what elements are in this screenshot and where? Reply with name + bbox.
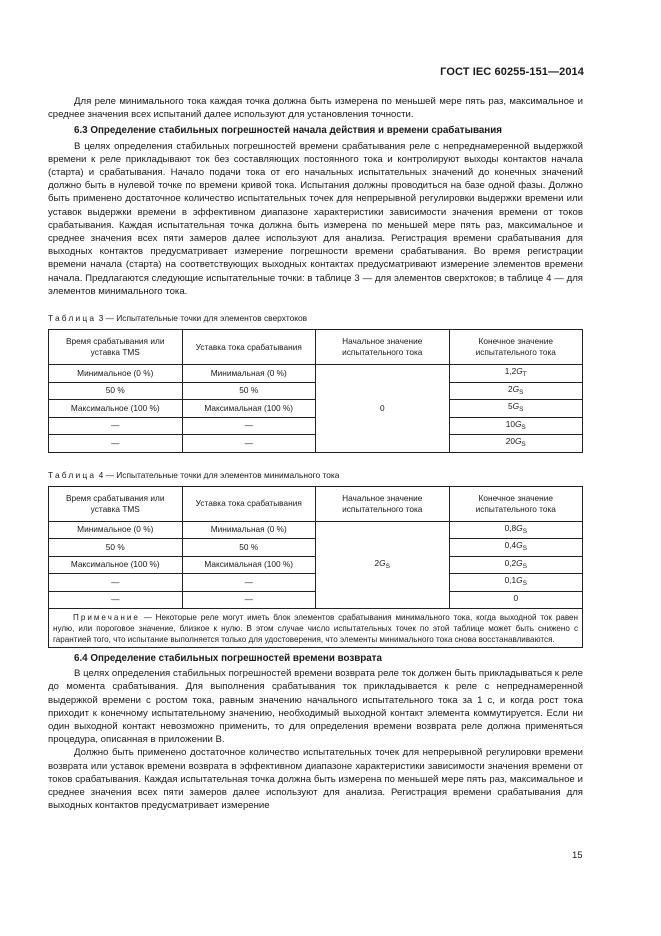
table-cell-final	[449, 539, 583, 557]
value-variable: G	[516, 540, 523, 551]
value-subscript: S	[385, 562, 390, 570]
table-4-caption	[48, 470, 583, 481]
table-cell-final	[449, 556, 583, 574]
table-cell: 50 %	[182, 382, 316, 400]
value-subscript: S	[521, 423, 526, 431]
table-cell: 50 %	[182, 539, 316, 557]
value-subscript: S	[522, 580, 527, 588]
table-cell: —	[49, 591, 183, 609]
table-cell: —	[49, 435, 183, 453]
value-variable: G	[514, 436, 522, 447]
table-3-caption-word: Таблица	[48, 313, 97, 324]
table-4-header-tms: Время срабатывания или уставка TMS	[49, 486, 183, 521]
table-cell: —	[182, 574, 316, 592]
value-variable: G	[516, 366, 523, 377]
value-number: 0,1	[504, 575, 517, 586]
table-cell: 50 %	[49, 382, 183, 400]
value-variable: G	[516, 522, 523, 533]
section-6-3-paragraph: В целях определения стабильных погрешностей времени срабатывания реле с непреднамеренной выдержкой времени к реле прикладывают ток без составляющих постоянного тока и контролируют выходы контактов начала (старта) и срабатывания. Начало подачи тока от его начальных испытательных значений до конечных значений должно быть в нулевой точке по времени кривой тока. Испытания должны проводиться на базе одной фазы. Должно быть применено достаточное количество испытательных точек для непрерывной регулировки выдержки времени или уставок выдержки времени в эффективном диапазоне характеристики зависимости значения времени от токов срабатывания. Каждая испытательная точка должна быть измерена по меньшей мере пять раз, максимальное и среднее значения всех пяти замеров далее используют для анализа. Регистрация времени срабатывания для выходных контактов предусматривает измерение погрешности времени срабатывания. Во время регистрации времени начала (старта) на соответствующих выходных контактах предусматривают измерение элементов времени начала. Предлагаются следующие испытательные точки: в таблице 3 — для элементов сверхтоков; в таблице 4 — для элементов минимального тока.	[48, 140, 583, 297]
table-4-header-row	[49, 486, 583, 521]
table-cell-final	[449, 365, 583, 383]
table-cell: Максимальная (100 %)	[182, 400, 316, 418]
table-cell: Минимальная (0 %)	[182, 521, 316, 539]
value-number: 2	[374, 557, 380, 568]
table-cell: Максимальное (100 %)	[49, 400, 183, 418]
table-3	[48, 329, 583, 453]
table-3-initial-value: 0	[316, 365, 450, 453]
table-cell: Минимальное (0 %)	[49, 521, 183, 539]
table-4-initial-value	[316, 521, 450, 609]
value-subscript: S	[522, 562, 527, 570]
section-6-4-paragraph-1: В целях определения стабильных погрешностей времени возврата реле ток должен быть прикладываться к реле до момента срабатывания. Для выполнения срабатывания ток прикладывается к реле с непреднамеренной выдержкой времени с ростом тока, равным значению начального испытательного тока за 1 с, и когда рост тока приходит к конечному испытательному значению, необходимый выходной контакт элемента коммутируется. Если ни один выходной контакт невозможно применить, то для определения времени возврата реле должна применяться процедура, описанная в приложении В.	[48, 668, 583, 746]
table-4-note	[49, 609, 583, 648]
page-content	[48, 95, 583, 812]
value-number: 0,2	[504, 557, 517, 568]
table-cell: —	[49, 417, 183, 435]
table-4-header-setting: Уставка тока срабатывания	[182, 486, 316, 521]
value-number: 0,8	[504, 522, 517, 533]
table-cell: Максимальное (100 %)	[49, 556, 183, 574]
table-3-header-row	[49, 330, 583, 365]
table-cell: 50 %	[49, 539, 183, 557]
value-variable: G	[514, 418, 522, 429]
document-header: ГОСТ IEC 60255-151—2014	[440, 66, 584, 78]
value-subscript: S	[522, 527, 527, 535]
value-number: 2	[508, 383, 513, 394]
table-cell: —	[182, 435, 316, 453]
table-3-header-tms: Время срабатывания или уставка TMS	[49, 330, 183, 365]
table-cell: Минимальная (0 %)	[182, 365, 316, 383]
value-subscript: S	[521, 441, 526, 449]
table-cell-final	[449, 591, 583, 609]
value-subscript: T	[522, 371, 527, 379]
table-4-header-final: Конечное значение испытательного тока	[449, 486, 583, 521]
value-number: 0	[513, 592, 519, 603]
value-subscript: S	[519, 388, 524, 396]
value-variable: G	[516, 575, 523, 586]
table-row	[49, 521, 583, 539]
table-row	[49, 365, 583, 383]
table-cell-final	[449, 521, 583, 539]
table-3-header-final: Конечное значение испытательного тока	[449, 330, 583, 365]
table-cell-final	[449, 400, 583, 418]
table-3-header-initial: Начальное значение испытательного тока	[316, 330, 450, 365]
table-cell-final	[449, 574, 583, 592]
value-variable: G	[516, 557, 523, 568]
value-variable: G	[512, 401, 520, 412]
table-cell: Максимальная (100 %)	[182, 556, 316, 574]
table-4-caption-word: Таблица	[48, 469, 97, 480]
note-text: — Некоторые реле могут иметь блок элементов срабатывания минимального тока, когда выходной ток равен нулю, или пороговое значение, близкое к нулю. В этом случае число испытательных точек по этой таблице может быть снижено с гарантией того, что испытание выполняется только для удостоверения, что элементы минимального тока снова восстанавливаются.	[53, 613, 579, 645]
value-number: 20	[505, 436, 515, 447]
table-cell-final	[449, 382, 583, 400]
note-label: Примечание	[73, 613, 140, 623]
table-cell: —	[182, 417, 316, 435]
table-4-header-initial: Начальное значение испытательного тока	[316, 486, 450, 521]
value-variable: G	[512, 383, 520, 394]
intro-paragraph: Для реле минимального тока каждая точка должна быть измерена по меньшей мере пять раз, максимальное и среднее значения всех испытаний далее используют для установления точности.	[48, 96, 583, 121]
value-subscript: S	[519, 406, 524, 414]
table-cell: Минимальное (0 %)	[49, 365, 183, 383]
table-3-header-setting: Уставка тока срабатывания	[182, 330, 316, 365]
section-6-4-title: 6.4 Определение стабильных погрешностей времени возврата	[74, 653, 382, 665]
value-number: 1,2	[504, 366, 517, 377]
section-6-3-title: 6.3 Определение стабильных погрешностей начала действия и времени срабатывания	[74, 125, 502, 137]
table-4-caption-text: 4 — Испытательные точки для элементов минимального тока	[98, 469, 340, 480]
value-number: 10	[505, 418, 515, 429]
table-cell-final	[449, 435, 583, 453]
page-number: 15	[572, 850, 583, 861]
section-6-4-paragraph-2: Должно быть применено достаточное количество испытательных точек для непрерывной регулировки времени возврата или уставок времени возврата в эффективном диапазоне характеристики зависимости значения времени от токов срабатывания. Каждая испытательная точка должна быть измерена по меньшей мере пять раз, максимальное и среднее значения всех пяти замеров далее используют для анализа. Регистрация времени срабатывания для выходных контактов предусматривает измерение	[48, 747, 583, 812]
table-cell-final	[449, 417, 583, 435]
table-4	[48, 486, 583, 649]
table-3-caption-text: 3 — Испытательные точки для элементов сверхтоков	[98, 313, 308, 324]
value-variable: G	[379, 557, 386, 568]
table-3-caption	[48, 313, 583, 324]
table-4-note-row	[49, 609, 583, 648]
value-number: 5	[508, 401, 513, 412]
value-subscript: S	[522, 545, 527, 553]
table-cell: —	[49, 574, 183, 592]
table-cell: —	[182, 591, 316, 609]
value-number: 0,4	[504, 540, 517, 551]
